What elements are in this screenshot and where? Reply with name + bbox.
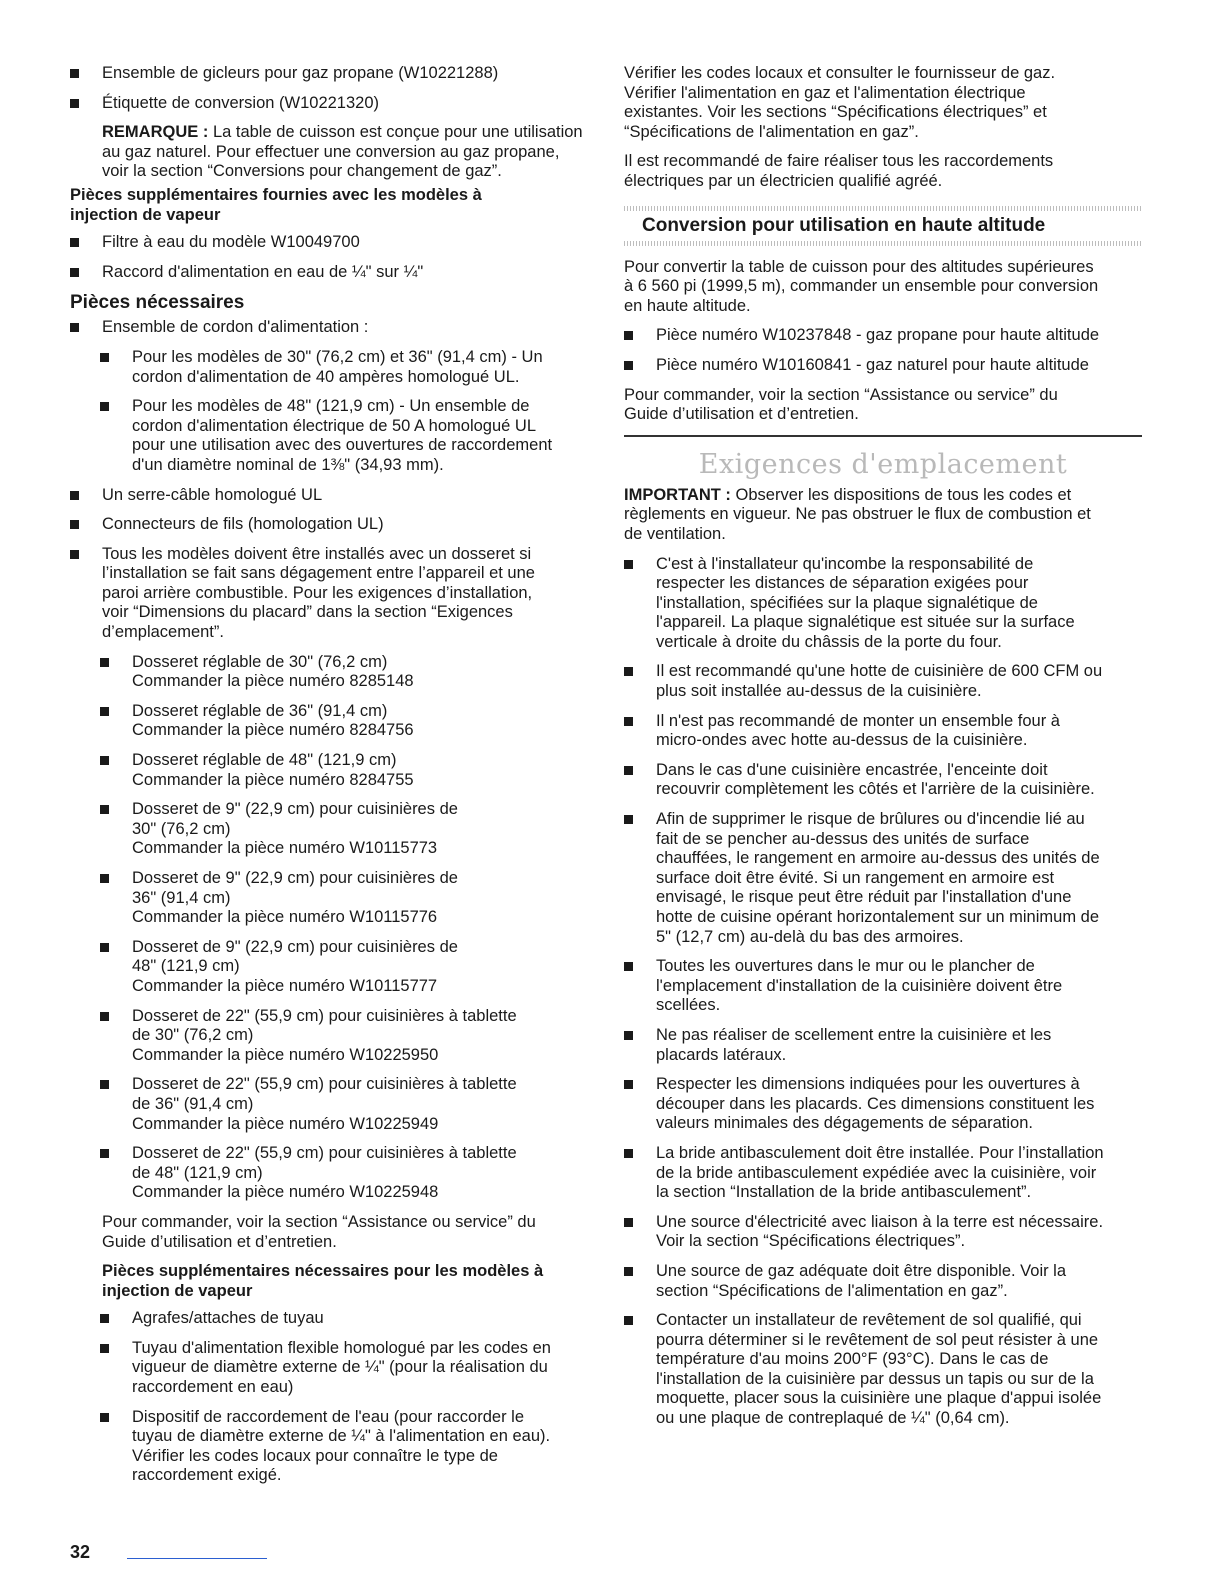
bullet-icon <box>624 667 633 676</box>
list-item: Dosseret réglable de 36" (91,4 cm) Commander la pièce numéro 8284756 <box>100 702 588 741</box>
list-item: Un serre-câble homologué UL <box>70 486 588 506</box>
bullet-icon <box>70 238 79 247</box>
right-column <box>624 64 1142 1439</box>
list-item: La bride antibasculement doit être installée. Pour l’installation de la bride antibasculement expédiée avec la cuisinière, voir la section “Installation de la bride antibasculement”. <box>624 1144 1142 1203</box>
list-item: C'est à l'installateur qu'incombe la responsabilité de respecter les distances de séparation exigées pour l'installation, spécifiées sur la plaque signalétique de l'appareil. La plaque signalétique est située sur la surface verticale à droite du châssis de la porte du four. <box>624 555 1142 653</box>
altitude-order-paragraph: Pour commander, voir la section “Assistance ou service” du Guide d’utilisation et d’entretien. <box>624 385 1058 424</box>
list-item: Tous les modèles doivent être installés avec un dosseret si l’installation se fait sans dégagement entre l’appareil et une paroi arrière combustible. Pour les exigences d’installation, voir “Dimensions du placard” dans la section “Exigences d’emplacement”. <box>70 545 588 643</box>
list-item: Toutes les ouvertures dans le mur ou le plancher de l'emplacement d'installation de la cuisinière doivent être scellées. <box>624 957 1142 1016</box>
list-item: Il n'est pas recommandé de monter un ensemble four à micro-ondes avec hotte au-dessus de la cuisinière. <box>624 712 1142 751</box>
bullet-icon <box>100 805 109 814</box>
section-rule <box>624 435 1142 437</box>
list-item: Dans le cas d'une cuisinière encastrée, l'enceinte doit recouvrir complètement les côtés et l'arrière de la cuisinière. <box>624 761 1142 800</box>
bullet-icon <box>100 943 109 952</box>
bullet-icon <box>100 1344 109 1353</box>
bullet-icon <box>624 1316 633 1325</box>
list-item: Afin de supprimer le risque de brûlures ou d'incendie lié au fait de se pencher au-dessus des unités de surface chauffées, le rangement en armoire au-dessus des unités de surface doit être évité. Si un rangement en armoire est envisagé, le risque peut être réduit par l'installation d'une hotte de cuisine opérant horizontalement sur un minimum de 5" (12,7 cm) au-delà du bas des armoires. <box>624 810 1142 947</box>
bullet-icon <box>70 491 79 500</box>
order-paragraph: Pour commander, voir la section “Assistance ou service” du Guide d’utilisation et d’entretien. <box>102 1212 536 1251</box>
bullet-icon <box>100 1314 109 1323</box>
list-item: Ne pas réaliser de scellement entre la cuisinière et les placards latéraux. <box>624 1026 1142 1065</box>
bullet-icon <box>100 756 109 765</box>
bullet-icon <box>624 560 633 569</box>
steam-required-sublist <box>70 1309 588 1486</box>
bullet-icon <box>70 550 79 559</box>
list-item: Pièce numéro W10237848 - gaz propane pour haute altitude <box>624 326 1142 346</box>
hatch-divider <box>624 241 1142 246</box>
note-paragraph: REMARQUE : La table de cuisson est conçue pour une utilisation au gaz naturel. Pour effectuer une conversion au gaz propane, voir la section “Conversions pour changement de gaz”. <box>102 123 583 181</box>
list-item: Pièce numéro W10160841 - gaz naturel pour haute altitude <box>624 356 1142 376</box>
list-item: Il est recommandé qu'une hotte de cuisinière de 600 CFM ou plus soit installée au-dessus de la cuisinière. <box>624 662 1142 701</box>
altitude-paragraph: Pour convertir la table de cuisson pour des altitudes supérieures à 6 560 pi (1999,5 m), commander un ensemble pour conversion en haute altitude. <box>624 257 1099 315</box>
list-item: Agrafes/attaches de tuyau <box>100 1309 588 1329</box>
bullet-icon <box>100 874 109 883</box>
note-label: REMARQUE : <box>102 123 209 142</box>
list-item: Pour les modèles de 30" (76,2 cm) et 36" (91,4 cm) - Un cordon d'alimentation de 40 ampères homologué UL. <box>100 348 588 387</box>
bullet-icon <box>100 707 109 716</box>
bullet-icon <box>624 1031 633 1040</box>
bullet-icon <box>624 1267 633 1276</box>
list-item: Dispositif de raccordement de l'eau (pour raccorder le tuyau de diamètre externe de ¼" à l'alimentation en eau). Vérifier les codes locaux pour connaître le type de raccordement exigé. <box>100 1408 588 1486</box>
bullet-icon <box>70 268 79 277</box>
list-item: Filtre à eau du modèle W10049700 <box>70 233 588 253</box>
electrician-paragraph: Il est recommandé de faire réaliser tous les raccordements électriques par un électricien qualifié agréé. <box>624 152 1054 190</box>
list-item: Ensemble de gicleurs pour gaz propane (W10221288) <box>70 64 588 84</box>
bullet-icon <box>100 1080 109 1089</box>
cord-sublist <box>70 348 588 476</box>
bullet-icon <box>70 99 79 108</box>
list-item: Tuyau d'alimentation flexible homologué par les codes en vigueur de diamètre externe de ¼" (pour la réalisation du raccordement en eau) <box>100 1339 588 1398</box>
list-item: Dosseret de 22" (55,9 cm) pour cuisinières à tablette de 36" (91,4 cm) Commander la pièce numéro W10225949 <box>100 1075 588 1134</box>
bullet-icon <box>70 69 79 78</box>
list-item: Raccord d'alimentation en eau de ¼" sur ¼" <box>70 263 588 283</box>
bullet-icon <box>624 1080 633 1089</box>
list-item: Respecter les dimensions indiquées pour les ouvertures à découper dans les placards. Ces dimensions constituent les valeurs minimales des dégagements de séparation. <box>624 1075 1142 1134</box>
bullet-icon <box>624 766 633 775</box>
bullet-icon <box>624 815 633 824</box>
bullet-icon <box>624 331 633 340</box>
bullet-icon <box>70 323 79 332</box>
list-item: Dosseret de 22" (55,9 cm) pour cuisinières à tablette de 30" (76,2 cm) Commander la pièce numéro W10225950 <box>100 1007 588 1066</box>
required-parts-heading: Pièces nécessaires <box>70 292 245 314</box>
bullet-icon <box>624 361 633 370</box>
bullet-icon <box>100 658 109 667</box>
altitude-heading-band <box>624 206 1142 246</box>
bullet-icon <box>100 353 109 362</box>
list-item: Dosseret de 22" (55,9 cm) pour cuisinières à tablette de 48" (121,9 cm) Commander la pièce numéro W10225948 <box>100 1144 588 1203</box>
important-paragraph: IMPORTANT : Observer les dispositions de tous les codes et règlements en vigueur. Ne pas obstruer le flux de combustion et de ventilation. <box>624 485 1091 543</box>
steam-parts-heading: Pièces supplémentaires fournies avec les modèles à injection de vapeur <box>70 185 482 224</box>
list-item: Dosseret de 9" (22,9 cm) pour cuisinières de 36" (91,4 cm) Commander la pièce numéro W10115776 <box>100 869 588 928</box>
list-item: Étiquette de conversion (W10221320) <box>70 94 588 114</box>
hatch-divider <box>624 206 1142 211</box>
intro-paragraph: Vérifier les codes locaux et consulter le fournisseur de gaz. Vérifier l'alimentation en gaz et l'alimentation électrique existantes. Voir les sections “Spécifications électriques” et “Spécifications de l'alimentation en gaz”. <box>624 64 1056 141</box>
backguard-sublist <box>70 653 588 1203</box>
list-item: Une source de gaz adéquate doit être disponible. Voir la section “Spécifications de l'alimentation en gaz”. <box>624 1262 1142 1301</box>
bullet-icon <box>624 1149 633 1158</box>
page-number: 32 <box>70 1542 91 1562</box>
list-item: Pour les modèles de 48" (121,9 cm) - Un ensemble de cordon d'alimentation électrique de 50 A homologué UL pour une utilisation avec des ouvertures de raccordement d'un diamètre nominal de 1⅜" (34,93 mm). <box>100 397 588 475</box>
bullet-icon <box>100 402 109 411</box>
list-item: Connecteurs de fils (homologation UL) <box>70 515 588 535</box>
list-item: Contacter un installateur de revêtement de sol qualifié, qui pourra déterminer si le revêtement de sol peut résister à une température d'au moins 200°F (93°C). Dans le cas de l'installation de la cuisinière par dessus un tapis ou sur de la moquette, placer sous la cuisinière une plaque d'appui isolée ou une plaque de contreplaqué de ¼" (0,64 cm). <box>624 1311 1142 1429</box>
important-label: IMPORTANT : <box>624 485 731 504</box>
list-item: Dosseret de 9" (22,9 cm) pour cuisinières de 48" (121,9 cm) Commander la pièce numéro W10115777 <box>100 938 588 997</box>
list-item: Une source d'électricité avec liaison à la terre est nécessaire. Voir la section “Spécifications électriques”. <box>624 1213 1142 1252</box>
left-column <box>70 64 588 1496</box>
list-item: Dosseret de 9" (22,9 cm) pour cuisinières de 30" (76,2 cm) Commander la pièce numéro W10115773 <box>100 800 588 859</box>
list-item: Ensemble de cordon d'alimentation : <box>70 318 588 338</box>
steam-required-heading: Pièces supplémentaires nécessaires pour les modèles à injection de vapeur <box>102 1262 544 1300</box>
list-item: Dosseret réglable de 30" (76,2 cm) Commander la pièce numéro 8285148 <box>100 653 588 692</box>
bullet-icon <box>624 962 633 971</box>
bullet-icon <box>100 1149 109 1158</box>
footer-link-line <box>127 1558 267 1559</box>
section-title: Exigences d'emplacement <box>698 448 1068 480</box>
bullet-icon <box>100 1413 109 1422</box>
bullet-icon <box>70 520 79 529</box>
altitude-heading: Conversion pour utilisation en haute altitude <box>642 214 1046 236</box>
bullet-icon <box>624 1218 633 1227</box>
bullet-icon <box>100 1012 109 1021</box>
bullet-icon <box>624 717 633 726</box>
list-item: Dosseret réglable de 48" (121,9 cm) Commander la pièce numéro 8284755 <box>100 751 588 790</box>
